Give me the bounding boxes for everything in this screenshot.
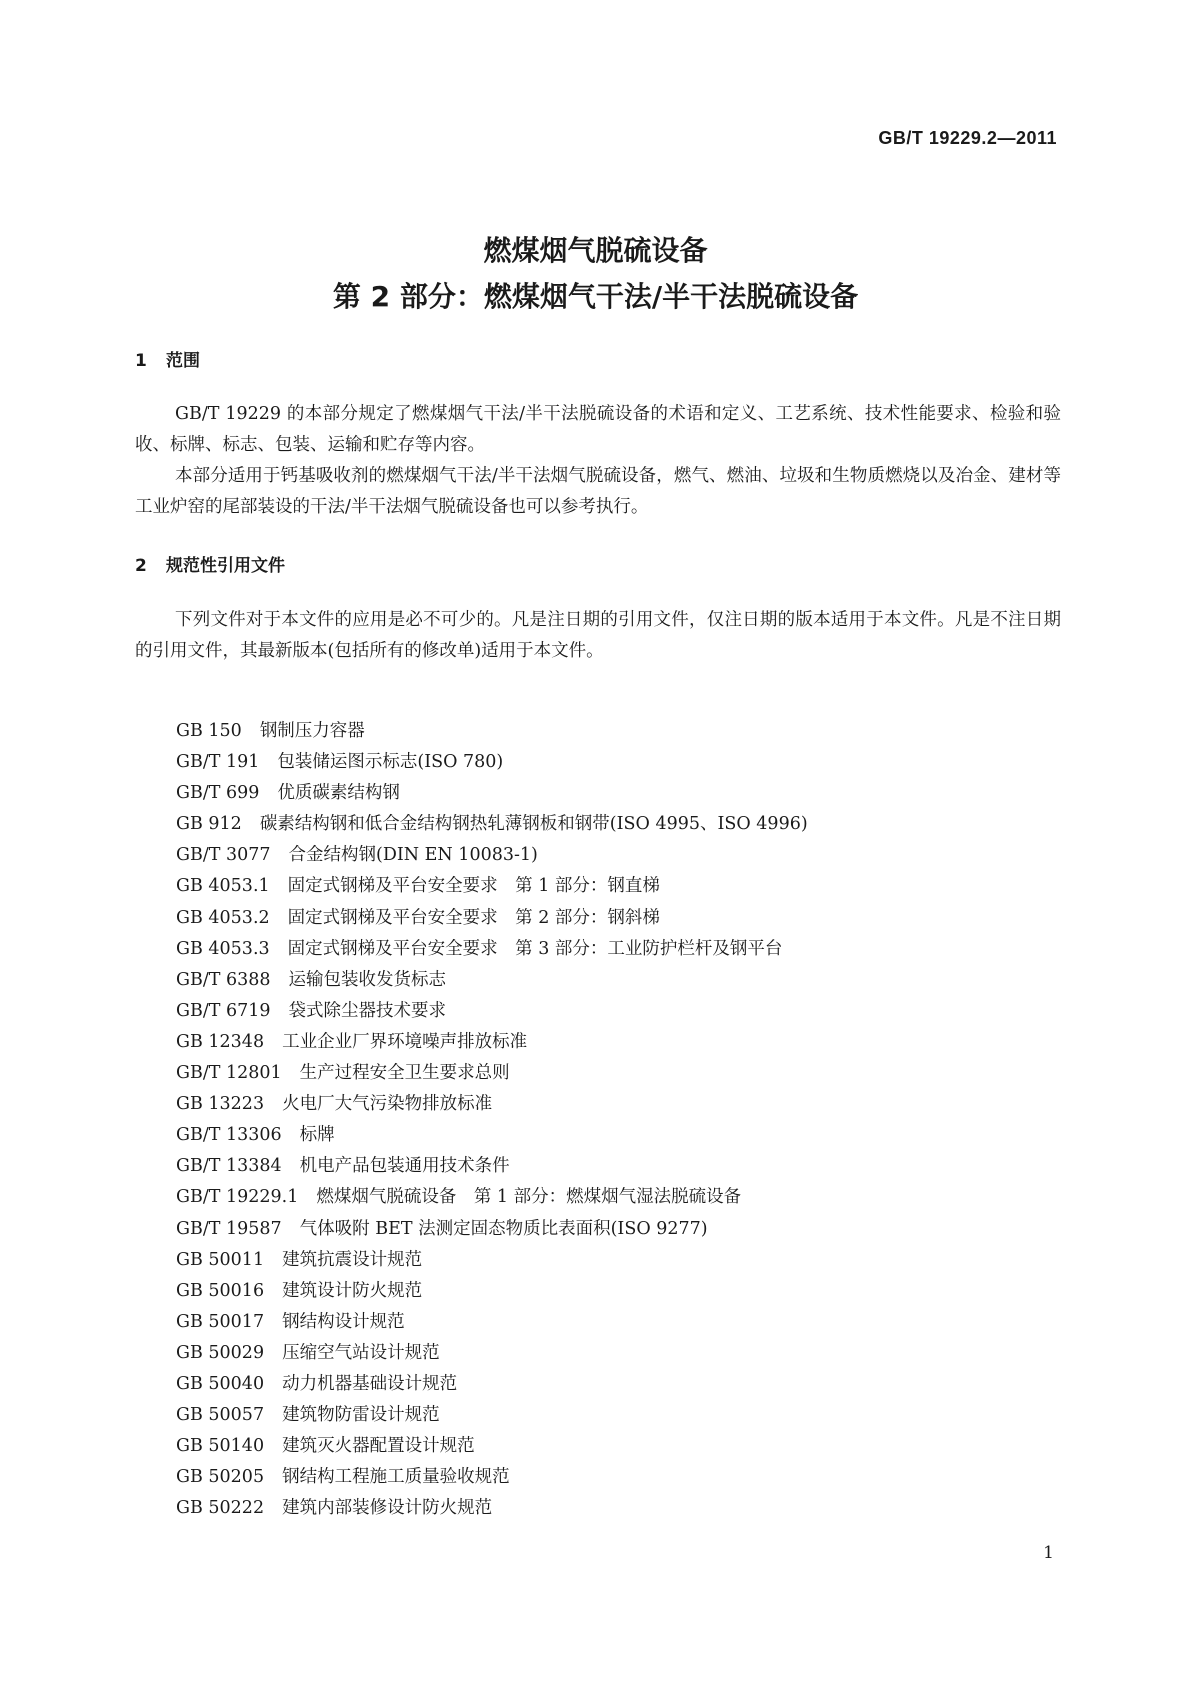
section-2-title: 规范性引用文件 [166,556,285,576]
reference-item [176,903,1061,934]
reference-code: GB 13223 [176,1094,265,1115]
section-1-title: 范围 [166,351,200,371]
reference-code: GB 50017 [176,1311,265,1332]
title-line-2: 第 2 部分：燃煤烟气干法/半干法脱硫设备 [332,280,859,313]
reference-title: 固定式钢梯及平台安全要求 第 1 部分：钢直梯 [287,876,660,897]
reference-code: GB 50057 [176,1405,265,1426]
section-1-paragraph: GB/T 19229 的本部分规定了燃煤烟气干法/半干法脱硫设备的术语和定义、工艺系统、技术性能要求、检验和验收、标牌、标志、包装、运输和贮存等内容。 [135,404,1061,455]
reference-item [176,1182,1061,1213]
reference-code: GB/T 6719 [176,1000,271,1021]
reference-code: GB 4053.1 [176,876,270,897]
reference-title: 生产过程安全卫生要求总则 [299,1063,510,1084]
reference-title: 钢制压力容器 [259,721,365,741]
reference-code: GB/T 13384 [176,1156,282,1177]
standard-number: GB/T 19229.2—2011 [878,128,1057,148]
section-2-heading [135,551,285,576]
reference-item [176,965,1061,996]
reference-title: 建筑设计防火规范 [282,1280,423,1301]
reference-title: 钢结构工程施工质量验收规范 [282,1467,510,1488]
reference-item [176,1245,1061,1276]
reference-title: 碳素结构钢和低合金结构钢热轧薄钢板和钢带(ISO 4995、ISO 4996) [259,814,808,835]
reference-item [176,871,1061,902]
document-title [0,228,1191,320]
reference-code: GB/T 699 [176,783,260,804]
reference-code: GB 50011 [176,1249,265,1270]
reference-code: GB 4053.3 [176,938,270,959]
reference-item [176,840,1061,871]
reference-code: GB 912 [176,814,242,835]
reference-item [176,1120,1061,1151]
reference-code: GB 4053.2 [176,907,270,928]
section-1-number: 1 [135,351,147,371]
reference-title: 动力机器基础设计规范 [282,1373,458,1394]
section-1-body [135,399,1061,523]
reference-title: 标牌 [299,1125,335,1146]
reference-item [176,747,1061,778]
reference-code: GB/T 6388 [176,969,271,990]
reference-list [176,716,1061,1524]
section-2-number: 2 [135,556,147,576]
reference-code: GB 50040 [176,1373,265,1394]
reference-title: 建筑灭火器配置设计规范 [282,1436,475,1457]
reference-item [176,1493,1061,1524]
reference-item [176,809,1061,840]
reference-code: GB/T 12801 [176,1063,282,1084]
reference-title: 固定式钢梯及平台安全要求 第 2 部分：钢斜梯 [287,907,660,928]
reference-code: GB 50029 [176,1342,265,1363]
reference-title: 运输包装收发货标志 [288,969,447,990]
reference-title: 工业企业厂界环境噪声排放标准 [282,1031,528,1052]
reference-code: GB/T 3077 [176,845,271,866]
reference-title: 优质碳素结构钢 [277,783,400,804]
title-line-1: 燃煤烟气脱硫设备 [483,234,708,267]
reference-item [176,1462,1061,1493]
reference-item [176,1089,1061,1120]
section-1-heading [135,346,200,371]
reference-item [176,1151,1061,1182]
reference-title: 压缩空气站设计规范 [282,1342,440,1363]
reference-code: GB 150 [176,721,242,741]
reference-title: 袋式除尘器技术要求 [288,1000,447,1021]
reference-code: GB/T 19587 [176,1218,282,1239]
section-2-body [135,605,1061,667]
reference-item [176,1276,1061,1307]
reference-item [176,1214,1061,1245]
reference-item [176,1027,1061,1058]
reference-title: 机电产品包装通用技术条件 [299,1156,510,1177]
reference-title: 火电厂大气污染物排放标准 [282,1094,493,1115]
reference-title: 气体吸附 BET 法测定固态物质比表面积(ISO 9277) [299,1218,708,1239]
reference-code: GB 50205 [176,1467,265,1488]
reference-title: 建筑抗震设计规范 [282,1249,423,1270]
reference-code: GB/T 19229.1 [176,1187,299,1208]
reference-item [176,778,1061,809]
section-1-paragraph: 本部分适用于钙基吸收剂的燃煤烟气干法/半干法烟气脱硫设备，燃气、燃油、垃圾和生物质燃烧以及冶金、建材等工业炉窑的尾部装设的干法/半干法烟气脱硫设备也可以参考执行。 [135,466,1061,517]
reference-item [176,1400,1061,1431]
reference-code: GB/T 13306 [176,1125,282,1146]
reference-title: 包装储运图示标志(ISO 780) [277,752,504,773]
reference-code: GB 50140 [176,1436,265,1457]
reference-item [176,716,1061,747]
reference-title: 钢结构设计规范 [282,1311,405,1332]
reference-title: 固定式钢梯及平台安全要求 第 3 部分：工业防护栏杆及钢平台 [287,938,783,959]
section-2-intro: 下列文件对于本文件的应用是必不可少的。凡是注日期的引用文件，仅注日期的版本适用于本文件。凡是不注日期的引用文件，其最新版本(包括所有的修改单)适用于本文件。 [135,610,1061,661]
reference-item [176,1431,1061,1462]
reference-code: GB 12348 [176,1031,265,1052]
reference-code: GB/T 191 [176,752,260,773]
reference-item [176,1369,1061,1400]
reference-code: GB 50016 [176,1280,265,1301]
reference-item [176,1307,1061,1338]
page-number: 1 [1043,1543,1054,1563]
reference-item [176,996,1061,1027]
reference-title: 燃煤烟气脱硫设备 第 1 部分：燃煤烟气湿法脱硫设备 [316,1187,742,1208]
reference-title: 合金结构钢(DIN EN 10083-1) [288,845,538,866]
reference-title: 建筑内部装修设计防火规范 [282,1498,493,1519]
reference-item [176,1058,1061,1089]
reference-title: 建筑物防雷设计规范 [282,1405,440,1426]
reference-item [176,1338,1061,1369]
reference-item [176,934,1061,965]
reference-code: GB 50222 [176,1498,265,1519]
